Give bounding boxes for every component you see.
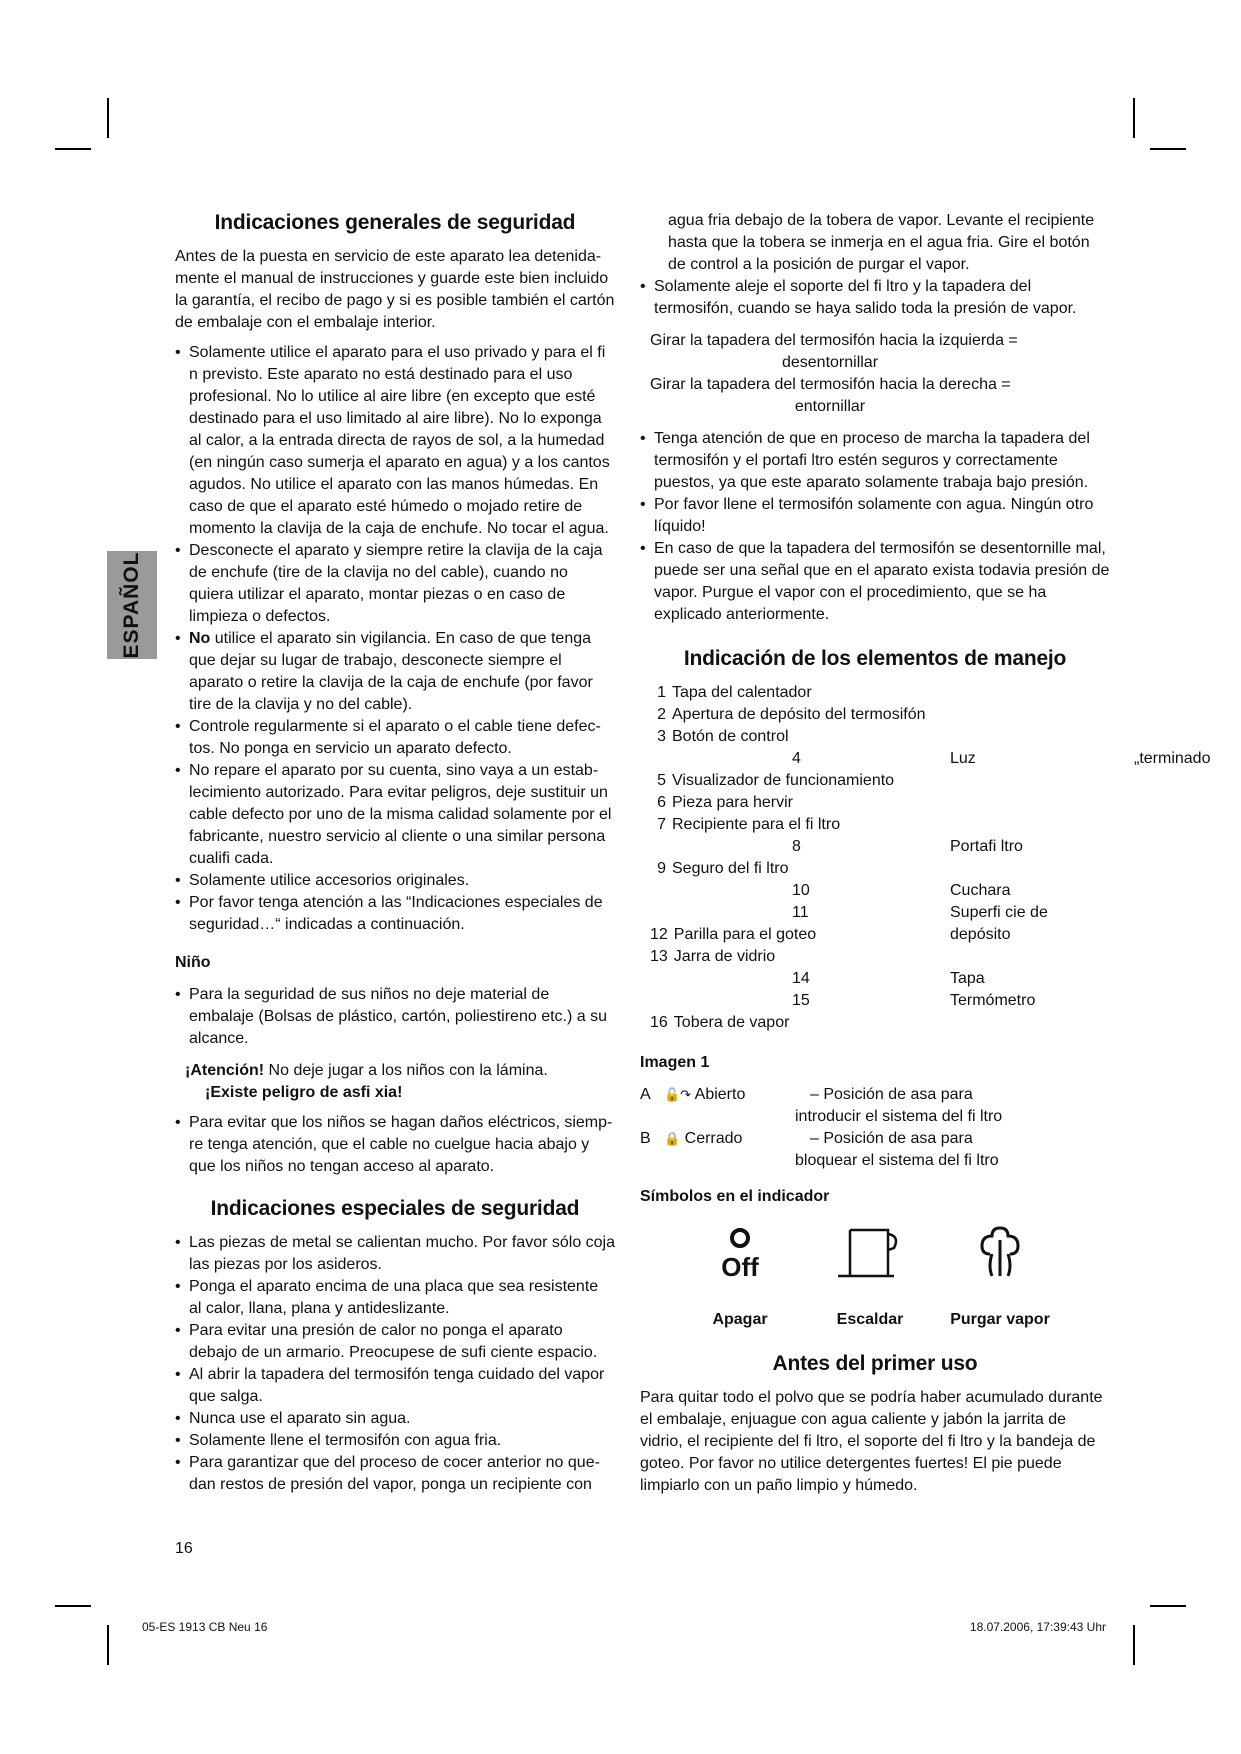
image-caption: Imagen 1 — [640, 1054, 710, 1071]
crop-mark — [1133, 1625, 1135, 1665]
child-list — [175, 984, 615, 1050]
list-item: • No repare el aparato por su cuenta, sino vaya a un establecimiento autorizado. Para evitar peligros, deje sustituir un cable defecto por uno de la misma calidad solamente por el fabricante, nuestro servicio al cliente o una similar persona cualifi cada. — [175, 760, 615, 870]
heading-child: Niño — [175, 954, 211, 971]
position-b — [664, 1128, 742, 1150]
special-list — [175, 1232, 615, 1496]
control-item — [650, 880, 1110, 902]
heading-general-safety: Indicaciones generales de seguridad — [214, 211, 576, 234]
control-label: Tapa — [950, 970, 985, 987]
control-number: 15 — [792, 992, 810, 1009]
heading-special-safety: Indicaciones especiales de seguridad — [210, 1197, 580, 1220]
symbol-row — [680, 1224, 1060, 1331]
control-label: Superfi cie de depósito — [950, 904, 1048, 943]
position-b-desc2: bloquear el sistema del fi ltro — [795, 1152, 999, 1169]
warning-block — [185, 1060, 615, 1104]
position-a-desc1: – Posición de asa para — [810, 1086, 973, 1103]
page-number: 16 — [175, 1540, 193, 1557]
control-number: 6 — [657, 794, 666, 811]
list-item: • Solamente aleje el soporte del fi ltro y la tapadera del termosifón, cuando se haya salido toda la presión de vapor. — [640, 276, 1110, 320]
crop-mark — [55, 148, 91, 150]
list-item: • Para la seguridad de sus niños no deje material de embalaje (Bolsas de plástico, cartón, poliestireno etc.) a su alcance. — [175, 984, 615, 1050]
control-item — [650, 946, 1110, 968]
control-number: 5 — [657, 772, 666, 789]
control-number: 8 — [792, 838, 801, 855]
child-list-2 — [175, 1112, 615, 1178]
list-item-text: utilice el aparato sin vigilancia. En caso de que tenga que dejar su lugar de trabajo, desconecte siempre el aparato o retire la clavija de la caja de enchufe (por favor tire de la clavija y no del cable). — [189, 630, 593, 713]
control-label: Termómetro — [950, 992, 1036, 1009]
control-item — [650, 858, 1110, 880]
footer-right: 18.07.2006, 17:39:43 Uhr — [969, 1620, 1106, 1634]
power-off-icon — [710, 1224, 770, 1284]
control-label: Seguro del fi ltro — [672, 860, 789, 877]
symbol-steam — [940, 1224, 1060, 1331]
list-item: • Solamente utilice accesorios originales. — [175, 870, 615, 892]
control-item — [650, 836, 1110, 858]
position-b-state: Cerrado — [684, 1130, 743, 1147]
control-number: 16 — [650, 1014, 668, 1031]
control-label: Tobera de vapor — [673, 1014, 790, 1031]
list-item: • Desconecte el aparato y siempre retire la clavija de la caja de enchufe (tire de la clavija no del cable), cuando no quiera utilizar el aparato, montar piezas o en caso de limpieza o defectos. — [175, 540, 615, 628]
warning-danger: ¡Existe peligro de asfi xia! — [205, 1084, 403, 1101]
control-number: 11 — [792, 904, 809, 921]
language-tab-label: ESPAÑOL — [120, 551, 143, 659]
control-extra: „terminado — [1134, 750, 1211, 767]
control-number: 7 — [657, 816, 666, 833]
list-item: • En caso de que la tapadera del termosifón se desentornille mal, puede ser una señal que en el aparato exista todavia presión de vapor. Purgue el vapor con el procedimiento, que se ha explicado anteriormente. — [640, 538, 1110, 626]
control-item — [650, 770, 1110, 792]
symbol-steam-label: Purgar vapor — [950, 1311, 1050, 1328]
control-item — [650, 968, 1110, 990]
control-label: Cuchara — [950, 882, 1011, 899]
list-item: • Tenga atención de que en proceso de marcha la tapadera del termosifón y el portafi ltro estén seguros y correctamente puestos, ya que este aparato solamente trabaja bajo presión. — [640, 428, 1110, 494]
cup-icon — [830, 1224, 910, 1284]
girar-right-result: entornillar — [794, 398, 866, 415]
bold-no: No — [189, 630, 211, 647]
list-item: • Al abrir la tapadera del termosifón tenga cuidado del vapor que salga. — [175, 1364, 615, 1408]
heading-controls: Indicación de los elementos de manejo — [683, 647, 1067, 670]
footer-left: 05-ES 1913 CB Neu 16 — [142, 1620, 268, 1634]
position-b-label: B — [640, 1130, 651, 1147]
symbol-off-label: Apagar — [712, 1311, 768, 1328]
control-number: 14 — [792, 970, 810, 987]
control-item — [650, 726, 1110, 748]
control-number: 4 — [792, 750, 801, 767]
control-item — [650, 748, 1211, 770]
list-item: • Solamente llene el termosifón con agua fria. — [175, 1430, 615, 1452]
warning-label: ¡Atención! — [185, 1062, 265, 1079]
control-item — [650, 682, 1110, 704]
control-number: 10 — [792, 882, 810, 899]
list-item — [175, 628, 615, 716]
list-item: • Para evitar una presión de calor no ponga el aparato debajo de un armario. Preocupese de sufi ciente espacio. — [175, 1320, 615, 1364]
girar-left: Girar la tapadera del termosifón hacia la izquierda = — [650, 332, 1018, 349]
list-item: • Controle regularmente si el aparato o el cable tiene defectos. No ponga en servicio un aparato defecto. — [175, 716, 615, 760]
control-label: Apertura de depósito del termosifón — [672, 706, 926, 723]
crop-mark — [55, 1605, 91, 1607]
symbol-off — [680, 1224, 800, 1331]
position-a-state: Abierto — [694, 1086, 746, 1103]
right-column — [640, 210, 1211, 1505]
list-item: • Solamente utilice el aparato para el uso privado y para el fi n previsto. Este aparato no está destinado para el uso profesional. No lo utilice al aire libre (en excepto que esté destinado para el uso limitado al aire libre). No lo exponga al calor, a la entrada directa de rayos de sol, a la humedad (en ningún caso sumerja el aparato en agua) y a los cantos agudos. No utilice el aparato con las manos húmedas. En caso de que el aparato esté húmedo o mojado retire de momento la clavija de la caja de enchufe. No tocar el agua. — [175, 342, 615, 540]
heading-symbols: Símbolos en el indicador — [640, 1188, 830, 1205]
list-item: • Por favor llene el termosifón solamente con agua. Ningún otro líquido! — [640, 494, 1110, 538]
crop-mark — [107, 98, 109, 138]
language-tab — [107, 551, 157, 659]
control-item — [650, 814, 1110, 836]
symbol-scald-label: Escaldar — [836, 1311, 904, 1328]
control-label: Tapa del calentador — [672, 684, 812, 701]
control-label: Jarra de vidrio — [673, 948, 776, 965]
list-item: • Para evitar que los niños se hagan daños eléctricos, siempre tenga atención, que el cable no cuelgue hacia abajo y que los niños no tengan acceso al aparato. — [175, 1112, 615, 1178]
left-column — [175, 210, 615, 1504]
control-label: Parilla para el goteo — [673, 926, 817, 943]
off-symbol-text: Off — [721, 1252, 759, 1282]
control-label: Luz — [950, 750, 976, 767]
control-number: 12 — [650, 926, 668, 943]
list-item: • Nunca use el aparato sin agua. — [175, 1408, 615, 1430]
position-a — [664, 1084, 745, 1106]
symbol-scald — [810, 1224, 930, 1331]
control-label: Visualizador de funcionamiento — [672, 772, 895, 789]
girar-block — [650, 330, 1110, 418]
heading-before-use: Antes del primer uso — [772, 1352, 978, 1375]
control-label: Portafi ltro — [950, 838, 1023, 855]
control-number: 1 — [657, 684, 666, 701]
continued-paragraph: agua fria debajo de la tobera de vapor. Levante el recipiente hasta que la tobera se inmerja en el agua fria. Gire el botón de control a la posición de purgar el vapor. — [668, 212, 1095, 273]
list-item: • Las piezas de metal se calientan mucho. Por favor sólo coja las piezas por los asideros. — [175, 1232, 615, 1276]
handle-positions — [640, 1084, 1110, 1172]
control-item — [650, 704, 1110, 726]
cont-list — [640, 276, 1110, 320]
lock-icon: 🔒 — [664, 1131, 681, 1146]
crop-mark — [1133, 98, 1135, 138]
crop-mark — [1150, 148, 1186, 150]
control-item — [650, 990, 1110, 1012]
control-number: 3 — [657, 728, 666, 745]
control-number: 13 — [650, 948, 668, 965]
position-a-desc2: introducir el sistema del fi ltro — [795, 1108, 1003, 1125]
crop-mark — [107, 1625, 109, 1665]
intro-paragraph: Antes de la puesta en servicio de este aparato lea detenidamente el manual de instrucciones y guarde este bien incluido la garantía, el recibo de pago y si es posible también el cartón de embalaje con el embalaje interior. — [175, 248, 615, 331]
control-label: Pieza para hervir — [672, 794, 793, 811]
girar-right: Girar la tapadera del termosifón hacia la derecha = — [650, 376, 1011, 393]
control-label: Recipiente para el fi ltro — [672, 816, 841, 833]
crop-mark — [1150, 1605, 1186, 1607]
list-item: • Para garantizar que del proceso de cocer anterior no quedan restos de presión del vapor, ponga un recipiente con — [175, 1452, 615, 1496]
safety-list — [175, 342, 615, 936]
warning-text: No deje jugar a los niños con la lámina. — [264, 1062, 548, 1079]
girar-left-result: desentornillar — [781, 354, 879, 371]
controls-list — [650, 682, 1211, 1034]
right-list — [640, 428, 1110, 626]
control-label: Botón de control — [672, 728, 789, 745]
position-b-desc1: – Posición de asa para — [810, 1130, 973, 1147]
list-item: • Ponga el aparato encima de una placa que sea resistente al calor, llana, plana y antideslizante. — [175, 1276, 615, 1320]
list-item: • Por favor tenga atención a las “Indicaciones especiales de seguridad…“ indicadas a continuación. — [175, 892, 615, 936]
before-use-paragraph: Para quitar todo el polvo que se podría haber acumulado durante el embalaje, enjuague con agua caliente y jabón la jarrita de vidrio, el recipiente del fi ltro, el soporte del fi ltro y la bandeja de goteo. Por favor no utilice detergentes fuertes! El pie puede limpiarlo con un paño limpio y húmedo. — [640, 1389, 1103, 1494]
control-number: 9 — [657, 860, 666, 877]
steam-icon — [970, 1224, 1030, 1284]
control-item — [650, 792, 1110, 814]
position-a-label: A — [640, 1086, 651, 1103]
control-item — [650, 1012, 1110, 1034]
open-lock-icon: 🔓↷ — [664, 1087, 692, 1102]
control-number: 2 — [657, 706, 666, 723]
